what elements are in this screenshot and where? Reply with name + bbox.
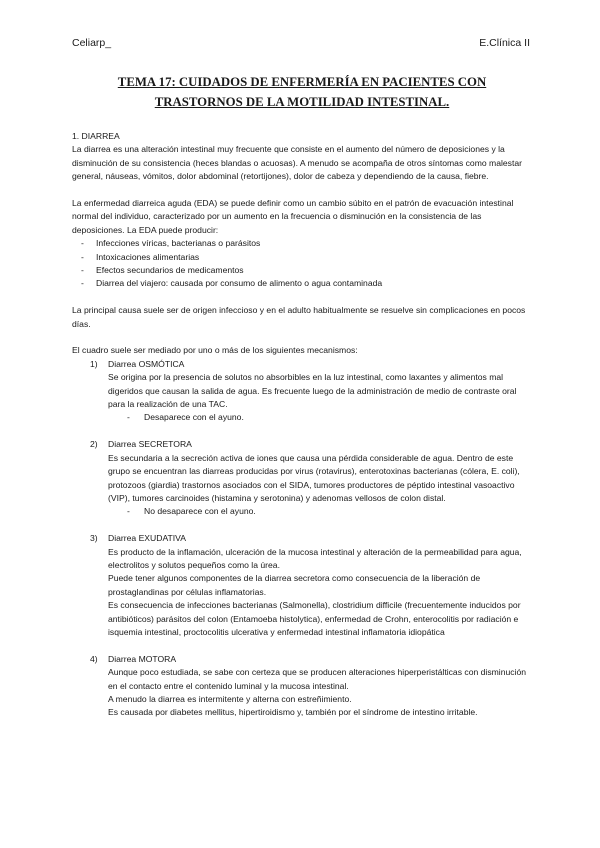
- mechanism-secretora: [72, 438, 534, 505]
- mechanism-number: 4): [90, 653, 98, 664]
- document-body: [72, 130, 534, 720]
- list-item: - Efectos secundarios de medicamentos: [72, 264, 534, 277]
- section-heading: 1. DIARREA: [72, 131, 120, 141]
- title-line-1: TEMA 17: CUIDADOS DE ENFERMERÍA EN PACIENTES CON: [117, 75, 487, 89]
- list-item: - Intoxicaciones alimentarias: [72, 251, 534, 264]
- mechanism-note: - No desaparece con el ayuno.: [72, 505, 534, 518]
- title-line-2: TRASTORNOS DE LA MOTILIDAD INTESTINAL.: [154, 95, 450, 109]
- mechanism-name: Diarrea MOTORA: [108, 653, 177, 664]
- page-title: [72, 72, 532, 112]
- mechanism-note: - Desaparece con el ayuno.: [72, 411, 534, 424]
- origin-paragraph: La principal causa suele ser de origen infeccioso y en el adulto habitualmente se resuelve sin complicaciones en pocos días.: [72, 305, 526, 329]
- mechanism-name: Diarrea OSMÓTICA: [108, 358, 185, 369]
- mechanism-text: Es secundaria a la secreción activa de iones que causa una pérdida considerable de agua. Dentro de este grupo se encuentran las diarreas producidas por virus (rotavirus), enterotoxinas bacterianas (cólera, E. coli), protozoos (giardia) trastornos asociados con el SIDA, tumores productores de péptido intestinal vasoactivo (VIP), tumores carcinoides (histamina y serotonina) y adenomas vellosos de colon distal.: [108, 452, 520, 503]
- mechanism-motora: [72, 653, 534, 720]
- mechanism-name: Diarrea SECRETORA: [108, 439, 192, 450]
- mechanisms-intro: El cuadro suele ser mediado por uno o más de los siguientes mecanismos:: [72, 345, 358, 356]
- mechanism-exudativa: [72, 532, 534, 639]
- mechanism-text: Es producto de la inflamación, ulceración de la mucosa intestinal y alteración de la permeabilidad para agua, electrolitos y solutos pequeños como la úrea.: [108, 546, 522, 570]
- mechanism-text: Es consecuencia de infecciones bacterianas (Salmonella), clostridium difficile (frecuentemente inducidos por antibióticos) parásitos del colon (Entamoeba histolytica), enfermedad de Crohn, enterocolitis por radiación e isquemia intestinal, proctocolitis ulcerativa y enfermedad intestinal inflamatoria idiopática: [108, 600, 521, 637]
- list-item: - Diarrea del viajero: causada por consumo de alimento o agua contaminada: [72, 277, 534, 290]
- eda-paragraph: La enfermedad diarreica aguda (EDA) se puede definir como un cambio súbito en el patrón de evacuación intestinal normal del individuo, caracterizado por un aumento en la frecuencia o disminución en la consistencia de las deposiciones. La EDA puede producir:: [72, 198, 514, 235]
- mechanism-number: 2): [90, 439, 98, 450]
- causes-list: [72, 237, 534, 291]
- mechanism-text: Aunque poco estudiada, se sabe con certeza que se producen alteraciones hiperperistálticas con disminución en el contacto entre el contenido luminal y la mucosa intestinal.: [108, 667, 527, 691]
- mechanism-text: Puede tener algunos componentes de la diarrea secretora como consecuencia de la liberación de prostaglandinas por células inflamatorias.: [108, 573, 481, 597]
- intro-paragraph: La diarrea es una alteración intestinal muy frecuente que consiste en el aumento del número de deposiciones y la disminución de su consistencia (heces blandas o acuosas). A menudo se acompaña de otros síntomas como malestar general, náuseas, vómitos, dolor abdominal (retortijones), dolor de cabeza y dependiendo de la causa, fiebre.: [72, 144, 522, 182]
- mechanism-number: 1): [90, 358, 98, 369]
- mechanism-name: Diarrea EXUDATIVA: [108, 533, 186, 544]
- list-item: - Infecciones víricas, bacterianas o parásitos: [72, 237, 534, 250]
- mechanism-osmotica: [72, 358, 534, 412]
- mechanism-text: A menudo la diarrea es intermitente y alterna con estreñimiento.: [108, 693, 352, 704]
- mechanism-text: Se origina por la presencia de solutos no absorbibles en la luz intestinal, como laxantes y alimentos mal digeridos que causan la salida de agua. Es frecuente luego de la administración de medio de contraste oral para la realización de una TAC.: [108, 372, 517, 410]
- header-right: E.Clínica II: [479, 37, 530, 49]
- header-left: Celiarp_: [72, 37, 112, 49]
- mechanism-number: 3): [90, 533, 98, 544]
- mechanism-text: Es causada por diabetes mellitus, hipertiroidismo y, también por el síndrome de intestino irritable.: [108, 707, 478, 718]
